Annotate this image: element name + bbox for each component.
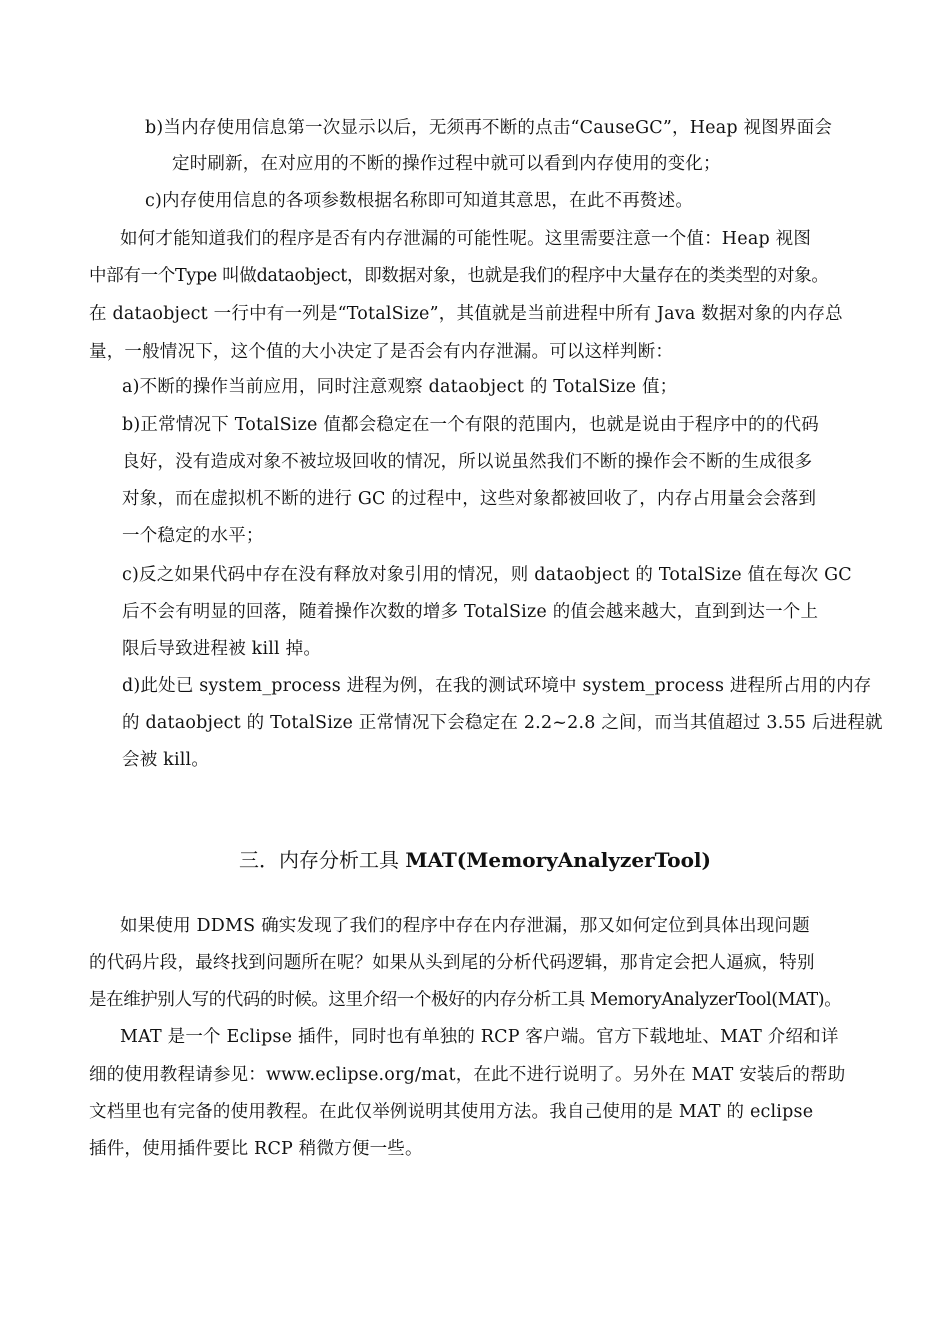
judge-b-line-4: 一个稳定的水平； [122, 526, 264, 546]
mat-intro-line-2: 的代码片段，最终找到问题所在呢？如果从头到尾的分析代码逻辑，那肯定会把人逼疯，特别 [89, 953, 815, 973]
item-b-line-1: b)当内存使用信息第一次显示以后，无须再不断的点击“CauseGC”，Heap 视图界面会 [145, 118, 833, 138]
judge-a-line: a)不断的操作当前应用，同时注意观察 dataobject 的 TotalSize 值； [122, 377, 678, 397]
judge-d-line-2: 的 dataobject 的 TotalSize 正常情况下会稳定在 2.2~2.8 之间，而当其值超过 3.55 后进程就 [122, 713, 883, 733]
mat-usage-line-1: MAT 是一个 Eclipse 插件，同时也有单独的 RCP 客户端。官方下载地址、MAT 介绍和详 [120, 1027, 839, 1047]
judge-c-line-3: 限后导致进程被 kill 掉。 [122, 639, 322, 659]
mat-usage-line-4: 插件，使用插件要比 RCP 稍微方便一些。 [89, 1139, 423, 1159]
leak-paragraph-line-4: 量，一般情况下，这个值的大小决定了是否会有内存泄漏。可以这样判断： [89, 342, 674, 362]
judge-b-line-1: b)正常情况下 TotalSize 值都会稳定在一个有限的范围内，也就是说由于程序中的的代码 [122, 415, 819, 435]
leak-paragraph-line-1: 如何才能知道我们的程序是否有内存泄漏的可能性呢。这里需要注意一个值：Heap 视图 [120, 229, 812, 249]
leak-paragraph-line-2: 中部有一个Type 叫做dataobject，即数据对象，也就是我们的程序中大量存在的类类型的对象。 [89, 266, 829, 286]
section-three-heading [0, 846, 950, 874]
section-three-heading-prefix: 三．内存分析工具 [239, 848, 406, 872]
judge-d-line-1: d)此处已 system_process 进程为例，在我的测试环境中 system_process 进程所占用的内存 [122, 676, 872, 696]
item-c-line: c)内存使用信息的各项参数根据名称即可知道其意思，在此不再赘述。 [145, 191, 694, 211]
judge-b-line-2: 良好，没有造成对象不被垃圾回收的情况，所以说虽然我们不断的操作会不断的生成很多 [122, 452, 813, 472]
judge-c-line-1: c)反之如果代码中存在没有释放对象引用的情况，则 dataobject 的 TotalSize 值在每次 GC [122, 565, 852, 585]
section-three-heading-title: MAT(MemoryAnalyzerTool) [405, 848, 711, 872]
item-b-line-2: 定时刷新，在对应用的不断的操作过程中就可以看到内存使用的变化； [172, 154, 721, 174]
mat-usage-line-2: 细的使用教程请参见：www.eclipse.org/mat，在此不进行说明了。另外在 MAT 安装后的帮助 [89, 1065, 846, 1085]
mat-usage-line-3: 文档里也有完备的使用教程。在此仅举例说明其使用方法。我自己使用的是 MAT 的 eclipse [89, 1102, 814, 1122]
mat-intro-line-3: 是在维护别人写的代码的时候。这里介绍一个极好的内存分析工具 MemoryAnalyzerTool(MAT)。 [89, 990, 842, 1010]
mat-intro-line-1: 如果使用 DDMS 确实发现了我们的程序中存在内存泄漏，那又如何定位到具体出现问题 [120, 916, 810, 936]
judge-c-line-2: 后不会有明显的回落，随着操作次数的增多 TotalSize 的值会越来越大，直到到达一个上 [122, 602, 819, 622]
leak-paragraph-line-3: 在 dataobject 一行中有一列是“TotalSize”，其值就是当前进程中所有 Java 数据对象的内存总 [89, 304, 843, 324]
judge-b-line-3: 对象，而在虚拟机不断的进行 GC 的过程中，这些对象都被回收了，内存占用量会会落到 [122, 489, 817, 509]
judge-d-line-3: 会被 kill。 [122, 750, 210, 770]
